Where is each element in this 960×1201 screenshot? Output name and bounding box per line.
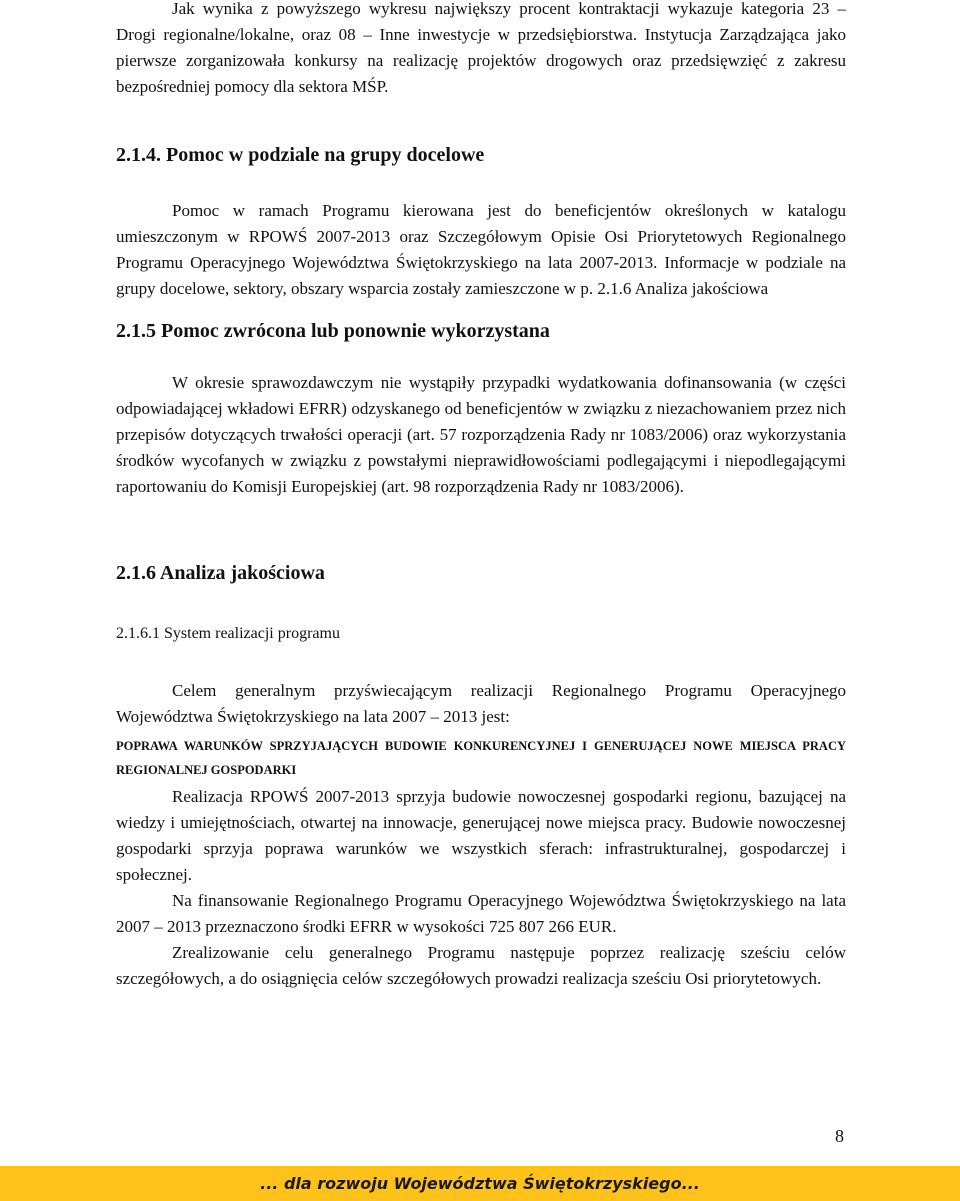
funding-paragraph: Na finansowanie Regionalnego Programu Operacyjnego Województwa Świętokrzyskiego na lata 2007 – 2013 przeznaczono środki EFRR w wysokości 725 807 266 EUR. <box>116 891 846 936</box>
heading-2-1-6: 2.1.6 Analiza jakościowa <box>116 562 325 584</box>
heading-2-1-6-1: 2.1.6.1 System realizacji programu <box>116 625 340 642</box>
heading-2-1-4: 2.1.4. Pomoc w podziale na grupy docelowe <box>116 144 485 166</box>
realization-paragraph: Realizacja RPOWŚ 2007-2013 sprzyja budowie nowoczesnej gospodarki regionu, bazującej na wiedzy i umiejętnościach, otwartej na innowacje, generującej nowe miejsca pracy. Budowie nowoczesnej gospodarki sprzyja poprawa warunków we wszystkich sferach: infrastrukturalnej, gospodarczej i społecznej. <box>116 787 846 884</box>
goal-caps-text: POPRAWA WARUNKÓW SPRZYJAJĄCYCH BUDOWIE KONKURENCYJNEJ I GENERUJĄCEJ NOWE MIEJSCA PRACY REGIONALNEJ GOSPODARKI <box>116 739 846 777</box>
footer-banner: ... dla rozwoju Województwa Świętokrzyskiego... <box>0 1166 960 1201</box>
goal-intro-paragraph: Celem generalnym przyświecającym realizacji Regionalnego Programu Operacyjnego Województwa Świętokrzyskiego na lata 2007 – 2013 jest: <box>116 681 846 726</box>
document-page <box>116 0 846 992</box>
returned-aid-paragraph: W okresie sprawozdawczym nie wystąpiły przypadki wydatkowania dofinansowania (w części odpowiadającej wkładowi EFRR) odzyskanego od beneficjentów w związku z niezachowaniem przez nich przepisów dotyczących trwałości operacji (art. 57 rozporządzenia Rady nr 1083/2006) oraz wykorzystania środków wycofanych w związku z powstałymi nieprawidłowościami podlegającymi i niepodlegającymi raportowaniu do Komisji Europejskiej (art. 98 rozporządzenia Rady nr 1083/2006). <box>116 373 846 496</box>
objectives-paragraph: Zrealizowanie celu generalnego Programu następuje poprzez realizację sześciu celów szczegółowych, a do osiągnięcia celów szczegółowych prowadzi realizacja sześciu Osi priorytetowych. <box>116 943 846 988</box>
heading-2-1-5: 2.1.5 Pomoc zwrócona lub ponownie wykorzystana <box>116 320 550 342</box>
page-number: 8 <box>835 1126 844 1146</box>
target-groups-paragraph: Pomoc w ramach Programu kierowana jest do beneficjentów określonych w katalogu umieszczonym w RPOWŚ 2007-2013 oraz Szczegółowym Opisie Osi Priorytetowych Regionalnego Programu Operacyjnego Województwa Świętokrzyskiego na lata 2007-2013. Informacje w podziale na grupy docelowe, sektory, obszary wsparcia zostały zamieszczone w p. 2.1.6 Analiza jakościowa <box>116 201 846 298</box>
intro-paragraph: Jak wynika z powyższego wykresu największy procent kontraktacji wykazuje kategoria 23 – Drogi regionalne/lokalne, oraz 08 – Inne inwestycje w przedsiębiorstwa. Instytucja Zarządzająca jako pierwsze zorganizowała konkursy na realizację projektów drogowych oraz przedsięwzięć z zakresu bezpośredniej pomocy dla sektora MŚP. <box>116 0 846 96</box>
